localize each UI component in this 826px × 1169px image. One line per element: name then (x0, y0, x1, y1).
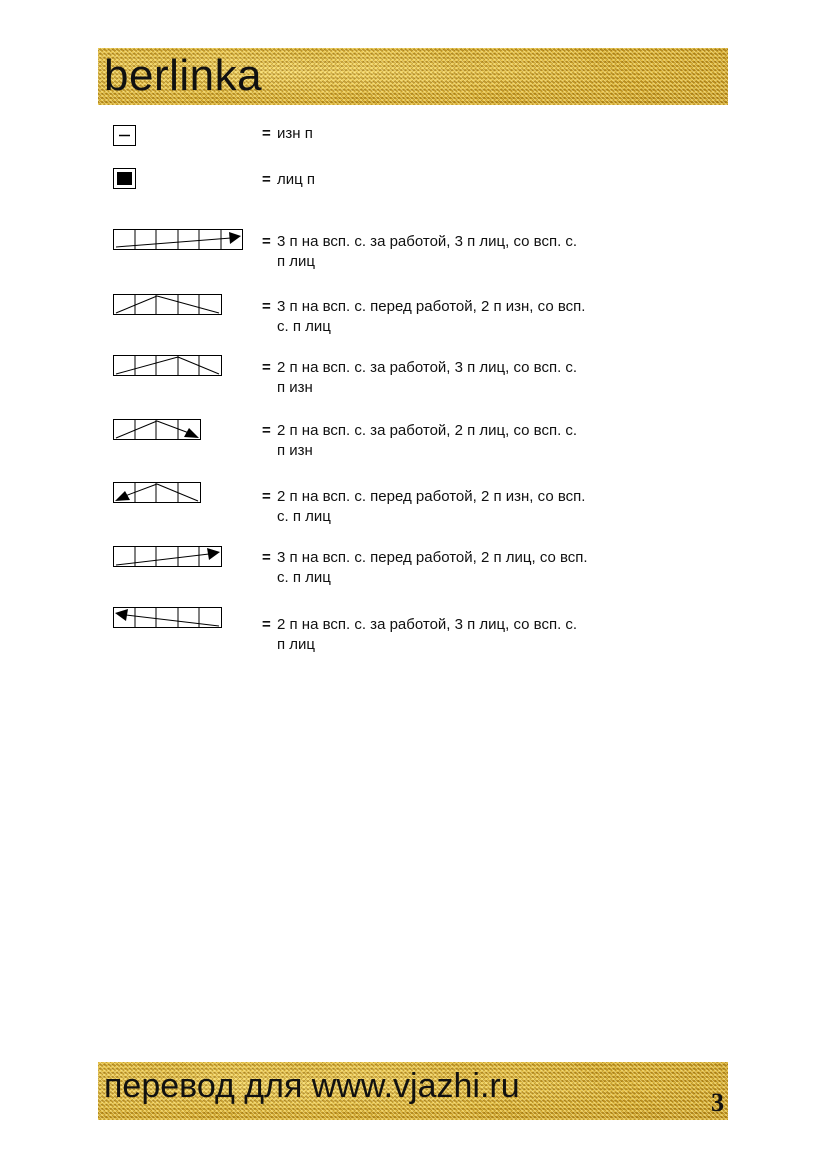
legend-text-line: 2 п на всп. с. перед работой, 2 п изн, со всп. (277, 488, 586, 505)
legend-item-knit (262, 170, 642, 190)
legend-item-cable-2-2-back (262, 421, 642, 461)
legend-text-line: 2 п на всп. с. за работой, 3 п лиц, со всп. с. (277, 359, 578, 376)
legend-text-line: 2 п на всп. с. за работой, 2 п лиц, со всп. с. (277, 422, 578, 439)
equals-sign: = (262, 549, 271, 566)
legend-item-cable-2-2-front (262, 487, 642, 527)
legend-text-line: изн п (277, 125, 313, 142)
equals-sign: = (262, 422, 271, 439)
equals-sign: = (262, 171, 271, 188)
legend-text-line: п лиц (277, 253, 316, 270)
cable-2-2-front-icon (113, 482, 202, 504)
equals-sign: = (262, 298, 271, 315)
knit-icon (113, 168, 137, 190)
legend-text-line: п лиц (277, 636, 316, 653)
legend-text-line: 3 п на всп. с. перед работой, 2 п лиц, со всп. (277, 549, 588, 566)
cable-2-3-back-knit-icon (113, 607, 223, 629)
cable-3-2-front-knit-icon (113, 546, 223, 568)
legend-text-line: лиц п (277, 171, 316, 188)
equals-sign: = (262, 616, 271, 633)
legend-text-line: с. п лиц (277, 508, 331, 525)
equals-sign: = (262, 488, 271, 505)
legend-item-cable-3-2-front-knit (262, 548, 642, 588)
legend-text-line: п изн (277, 442, 313, 459)
purl-icon (113, 125, 137, 147)
legend-item-cable-3-3-back (262, 232, 642, 272)
legend-item-purl (262, 124, 642, 144)
cable-3-3-back-icon (113, 229, 244, 251)
cable-2-3-back-icon (113, 355, 223, 377)
equals-sign: = (262, 233, 271, 250)
legend-text-line: с. п лиц (277, 569, 331, 586)
legend-text-line: с. п лиц (277, 318, 331, 335)
legend-item-cable-2-3-back-knit (262, 615, 642, 655)
equals-sign: = (262, 125, 271, 142)
legend-text-line: 3 п на всп. с. за работой, 3 п лиц, со всп. с. (277, 233, 578, 250)
header-banner (98, 48, 728, 105)
legend-item-cable-2-3-back (262, 358, 642, 398)
equals-sign: = (262, 359, 271, 376)
page-number: 3 (711, 1088, 724, 1117)
legend-text-line: 3 п на всп. с. перед работой, 2 п изн, со всп. (277, 298, 586, 315)
cable-3-2-front-icon (113, 294, 223, 316)
legend-text-line: 2 п на всп. с. за работой, 3 п лиц, со всп. с. (277, 616, 578, 633)
cable-2-2-back-icon (113, 419, 202, 441)
footer-banner (98, 1062, 728, 1120)
legend-item-cable-3-2-front (262, 297, 642, 337)
footer-credit: перевод для www.vjazhi.ru (104, 1067, 520, 1105)
legend-text-line: п изн (277, 379, 313, 396)
page-title: berlinka (104, 51, 263, 100)
